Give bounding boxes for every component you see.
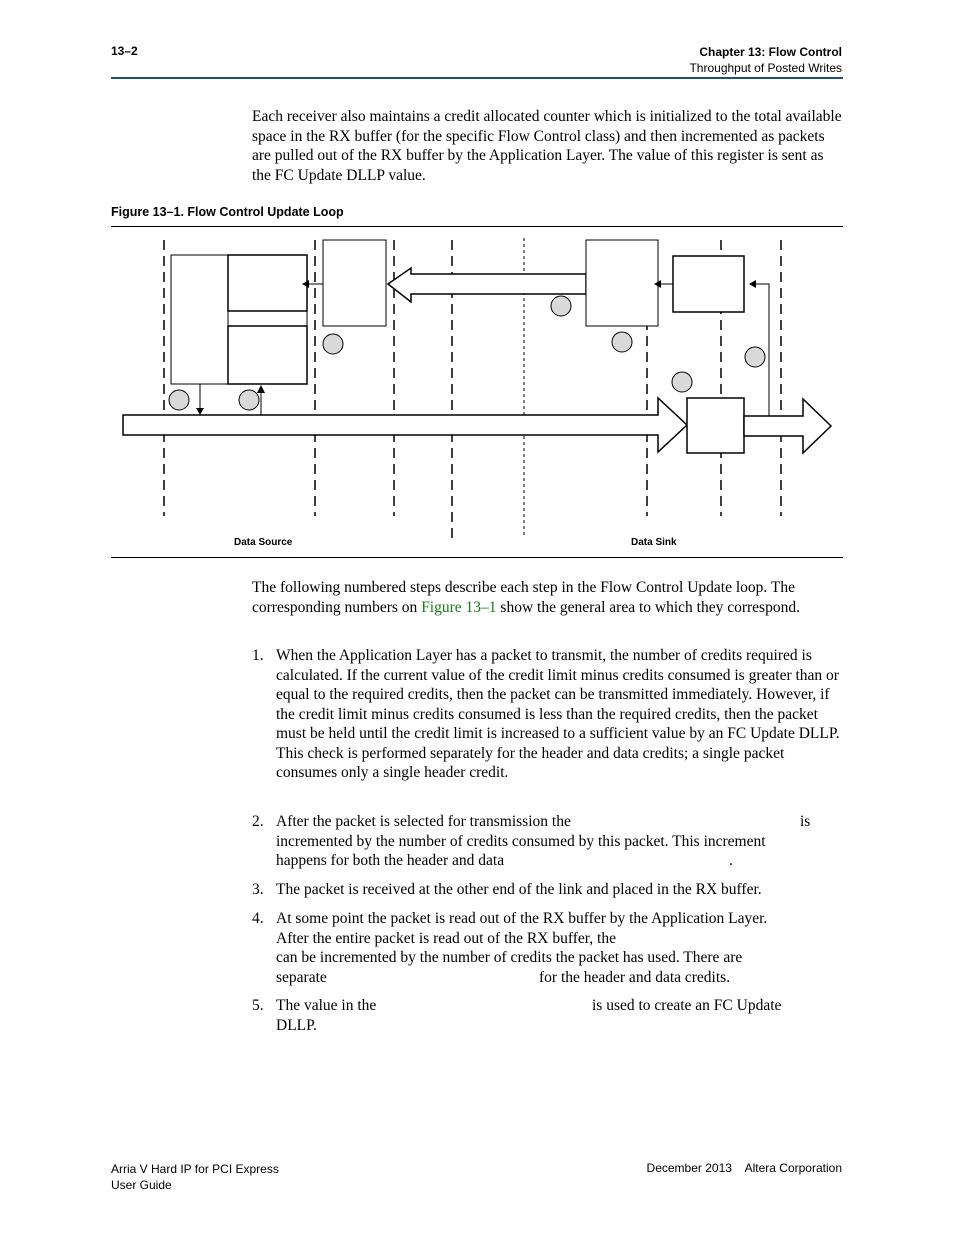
step-number: 5. bbox=[252, 997, 264, 1014]
running-header bbox=[689, 44, 842, 76]
footer-date-company: December 2013 Altera Corporation bbox=[646, 1161, 842, 1175]
step-text: happens for both the header and data bbox=[276, 852, 505, 869]
step-circle bbox=[169, 390, 189, 410]
step-text: DLLP. bbox=[276, 1016, 317, 1034]
step-circle bbox=[745, 347, 765, 367]
header-rule bbox=[111, 77, 843, 79]
flow-control-diagram bbox=[111, 228, 843, 558]
step-text: is bbox=[800, 813, 811, 830]
step-text: can be incremented by the number of credits the packet has used. There are bbox=[276, 949, 743, 966]
step-number: 2. bbox=[252, 813, 264, 830]
step-number: 3. bbox=[252, 881, 264, 898]
step-text: After the packet is selected for transmission the bbox=[276, 813, 571, 830]
chapter-title: Chapter 13: Flow Control bbox=[699, 45, 842, 59]
step-text: When the Application Layer has a packet to transmit, the number of credits required is calculated. If the current value of the credit limit minus credits consumed is greater than or equal to the required credits, then the packet can be transmitted immediately. However, if the credit limit minus credits consumed is less than the required credits, then the packet must be held until the credit limit is increased to a sufficient value by an FC Update DLLP. This check is performed separately for the header and data credits; a single packet consumes only a single header credit. bbox=[276, 647, 840, 781]
figure-title: Figure 13–1. Flow Control Update Loop bbox=[111, 205, 344, 219]
step-circle bbox=[551, 296, 571, 316]
step-text: is used to create an FC Update bbox=[592, 997, 782, 1014]
intro-paragraph: Each receiver also maintains a credit allocated counter which is initialized to the total available space in the RX buffer (for the specific Flow Control class) and then incremented as packets are pulled out of the RX buffer by the Application Layer. The value of this register is sent as the FC Update DLLP value. bbox=[252, 108, 842, 184]
step-number: 4. bbox=[252, 910, 264, 927]
data-source-label: Data Source bbox=[234, 537, 293, 548]
source-register-bottom bbox=[228, 326, 307, 384]
step-text: After the entire packet is read out of the RX buffer, the bbox=[276, 929, 616, 947]
footer-doc-title: Arria V Hard IP for PCI Express bbox=[111, 1162, 279, 1176]
step-text: At some point the packet is read out of the RX buffer by the Application Layer. bbox=[276, 910, 768, 927]
section-title: Throughput of Posted Writes bbox=[689, 61, 842, 75]
step-circle bbox=[672, 372, 692, 392]
step-text: The packet is received at the other end of the link and placed in the RX buffer. bbox=[276, 881, 762, 898]
step-circle bbox=[239, 390, 259, 410]
source-link-block bbox=[323, 240, 386, 326]
source-register-top bbox=[228, 255, 307, 311]
steps-intro bbox=[252, 578, 844, 617]
page-number: 13–2 bbox=[111, 44, 138, 58]
step-text: incremented by the number of credits consumed by this packet. This increment bbox=[276, 832, 766, 850]
rx-buffer bbox=[687, 398, 744, 453]
figure-link[interactable]: Figure 13–1 bbox=[421, 598, 497, 616]
data-sink-label: Data Sink bbox=[631, 537, 677, 548]
step-number: 1. bbox=[252, 647, 264, 664]
figure-top-rule bbox=[111, 226, 843, 227]
step-text: separate bbox=[276, 968, 327, 986]
step-circle bbox=[612, 332, 632, 352]
step-text: . bbox=[729, 852, 733, 869]
footer-document bbox=[111, 1161, 279, 1193]
figure-bottom-rule bbox=[111, 557, 843, 558]
step-text: for the header and data credits. bbox=[539, 968, 731, 986]
step-text: The value in the bbox=[276, 997, 377, 1014]
steps-intro-text: The following numbered steps describe each step in the Flow Control Update loop. The corresponding numbers on bbox=[252, 579, 795, 616]
output-arrow bbox=[744, 399, 831, 453]
data-path-arrow bbox=[123, 398, 687, 452]
credit-allocated-register bbox=[673, 256, 744, 312]
sink-link-block bbox=[586, 240, 658, 326]
steps-intro-text-end: show the general area to which they correspond. bbox=[496, 598, 800, 616]
footer-doc-sub: User Guide bbox=[111, 1178, 172, 1192]
step-circle bbox=[323, 334, 343, 354]
